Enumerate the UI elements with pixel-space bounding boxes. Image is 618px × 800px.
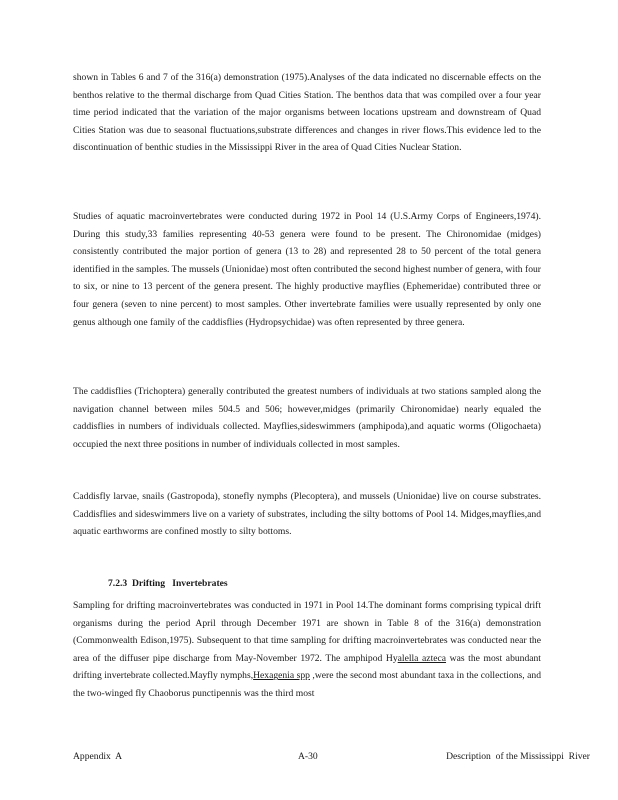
paragraph-text: ,were the second most abundant taxa in the collections, and the two-winged fly Chaoborus punctipennis was the third most bbox=[73, 670, 541, 699]
paragraph-text: was the most abundant drifting invertebrate collected.Mayfly nymphs, bbox=[73, 652, 541, 682]
section-heading: 7.2.3 Drifting Invertebrates bbox=[108, 578, 228, 589]
footer-section-title: Description of the Mississippi River bbox=[446, 751, 590, 762]
paragraph-benthos-summary: shown in Tables 6 and 7 of the 316(a) demonstration (1975).Analyses of the data indicated no discernable effects on the benthos relative to the thermal discharge from Quad Cities Station. The benthos data that was compiled over a four year time period indicated that the variation of the major organisms between locations upstream and downstream of Quad Cities Station was due to seasonal fluctuations,substrate differences and changes in river flows.This evidence led to the discontinuation of benthic studies in the Mississippi River in the area of Quad Cities Nuclear Station. bbox=[73, 72, 541, 154]
paragraph-text: Sampling for drifting macroinvertebrates was conducted in 1971 in Pool 14.The dominant forms comprising typical drift organisms during the period April through December 1971 are shown in Table 8 of the 316(a) demonstration (Commonwealth Edison,1975). Subsequent to that time sampling for drifting macroinvertebrates was conducted near the area of the diffuser pipe discharge from May-November 1972. The amphipod Hy bbox=[73, 600, 541, 664]
paragraph-substrates: Caddisfly larvae, snails (Gastropoda), stonefly nymphs (Plecoptera), and mussels (Unionidae) live on course substrates. Caddisflies and sideswimmers live on a variety of substrates, including the silty bottoms of Pool 14. Midges,mayflies,and aquatic earthworms are confined mostly to silty bottoms. bbox=[73, 491, 541, 538]
footer-appendix: Appendix A bbox=[73, 751, 123, 762]
paragraph-drifting-invertebrates bbox=[73, 597, 541, 703]
genus-name-underlined: Hexagenia spp bbox=[253, 670, 310, 682]
paragraph-macroinvertebrate-studies: Studies of aquatic macroinvertebrates were conducted during 1972 in Pool 14 (U.S.Army Corps of Engineers,1974). During this study,33 families representing 40-53 genera were found to be present. The Chironomidae (midges) consistently contributed the major portion of genera (13 to 28) and represented 28 to 50 percent of the total genera identified in the samples. The mussels (Unionidae) most often contributed the second highest number of genera, with four to six, or nine to 13 percent of the genera present. The highly productive mayflies (Ephemeridae) contributed three or four genera (seven to nine percent) to most samples. Other invertebrate families were usually represented by only one genus although one family of the caddisflies (Hydropsychidae) was often represented by three genera. bbox=[73, 211, 541, 328]
paragraph-caddisflies: The caddisflies (Trichoptera) generally contributed the greatest numbers of individuals at two stations sampled along the navigation channel between miles 504.5 and 506; however,midges (primarily Chironomidae) nearly equaled the caddisflies in numbers of individuals collected. Mayflies,sideswimmers (amphipoda),and aquatic worms (Oligochaeta) occupied the next three positions in number of individuals collected in most samples. bbox=[73, 386, 541, 450]
footer-page-number: A-30 bbox=[298, 751, 318, 762]
species-name-underlined: alella azteca bbox=[397, 652, 447, 664]
